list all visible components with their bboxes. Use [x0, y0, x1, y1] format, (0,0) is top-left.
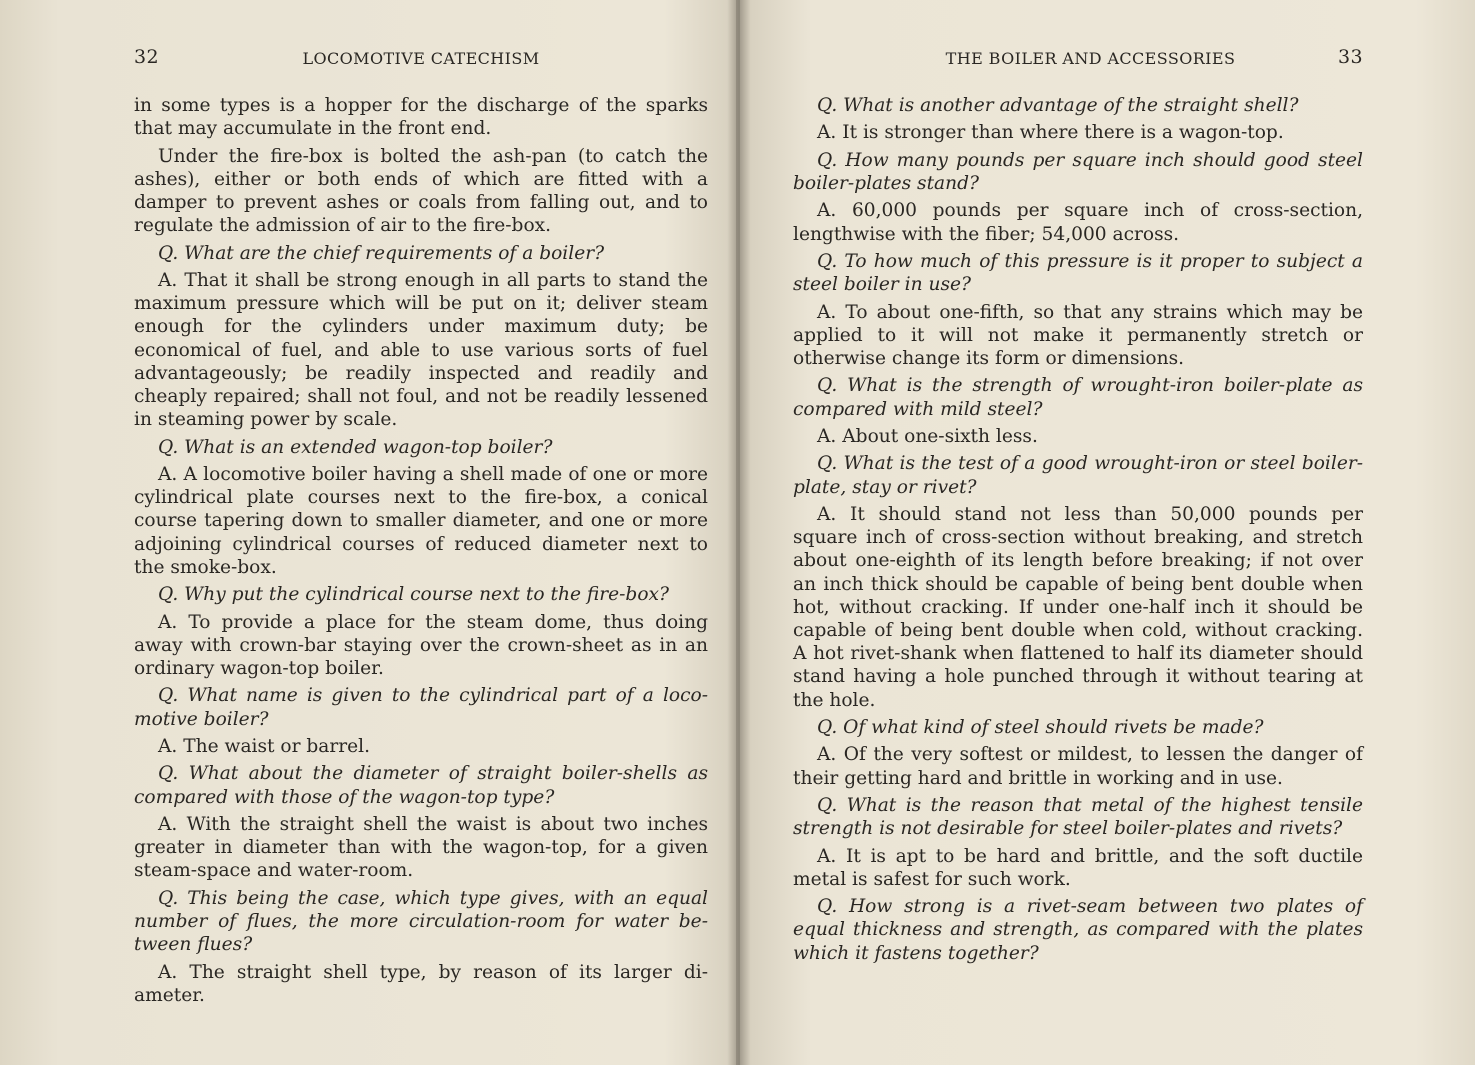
page-number: 32 — [134, 46, 159, 68]
paragraph: in some types is a hopper for the discharge of the sparks that may accumulate in the front end. — [134, 95, 708, 140]
paragraph: Q. How many pounds per square inch should good steel boiler-plates stand? — [793, 149, 1363, 194]
paragraph: A. 60,000 pounds per square inch of cross-section, lengthwise with the fiber; 54,000 across. — [793, 200, 1363, 245]
left-page — [0, 0, 737, 1065]
page-number: 33 — [1338, 46, 1363, 68]
paragraph: A. About one-sixth less. — [817, 425, 1038, 447]
paragraph: A. It is stronger than where there is a wagon-top. — [817, 122, 1284, 144]
paragraph: A. To about one-fifth, so that any strains which may be applied to it will not make it permanently stretch or otherwise change its form or dimensions. — [793, 301, 1363, 369]
paragraph: A. That it shall be strong enough in all parts to stand the maximum pressure which will be put on it; deliver steam enough for the cylinders under maximum duty; be economical of fuel, and able to use various sorts of fuel advantageously; be readily inspected and readily and cheaply repaired; shall not foul, and not be readily lessened in steaming power by scale. — [134, 269, 708, 431]
running-head: LOCOMOTIVE CATECHISM — [302, 49, 540, 68]
paragraph: A. The waist or barrel. — [158, 735, 371, 757]
paragraph: Q. What is the strength of wrought-iron boiler-plate as compared with mild steel? — [793, 375, 1363, 420]
paragraph: A. It should stand not less than 50,000 pounds per square inch of cross-section without breaking, and stretch about one-eighth of its length before breaking; if not over an inch thick should be capable of being bent double when hot, without cracking. If under one-half inch it should be capable of being bent double when cold, without cracking. A hot rivet-shank when flattened to half its diameter should stand having a hole punched through it without tearing at the hole. — [793, 503, 1363, 711]
paragraph: Q. What is the reason that metal of the highest tensile strength is not desirable for steel boiler-plates and rivets? — [793, 794, 1363, 840]
left-page-body — [134, 94, 708, 1011]
paragraph: Q. What name is given to the cylindrical part of a locomotive boiler? — [134, 685, 708, 730]
paragraph: A. The straight shell type, by reason of its larger diameter. — [134, 961, 708, 1006]
paragraph: Q. What is an extended wagon-top boiler? — [158, 436, 553, 458]
paragraph: Q. This being the case, which type gives, with an equal number of flues, the more circulation-room for water between flues? — [134, 887, 708, 956]
paragraph: Q. To how much of this pressure is it proper to subject a steel boiler in use? — [793, 250, 1363, 296]
paragraph: A. A locomotive boiler having a shell made of one or more cylindrical plate courses next to the fire-box, a conical course tapering down to smaller diameter, and one or more adjoining cylindrical courses of reduced diameter next to the smoke-box. — [134, 463, 708, 578]
right-page-header — [818, 46, 1363, 70]
left-page-header — [134, 46, 708, 70]
right-page — [740, 0, 1475, 1065]
paragraph: A. With the straight shell the waist is about two inches greater in diameter than with the wagon-top, for a given steam-space and water-room. — [134, 813, 708, 882]
paragraph: Q. What is another advantage of the straight shell? — [817, 95, 1299, 116]
paragraph: A. It is apt to be hard and brittle, and the soft ductile metal is safest for such work. — [793, 845, 1363, 890]
paragraph: Q. Of what kind of steel should rivets be made? — [817, 716, 1264, 738]
paragraph: Q. What is the test of a good wrought-iron or steel boiler-plate, stay or rivet? — [793, 453, 1363, 498]
paragraph: Q. What about the diameter of straight boiler-shells as compared with those of the wagon-top type? — [134, 763, 708, 808]
right-page-body — [793, 94, 1363, 969]
paragraph: Q. What are the chief requirements of a boiler? — [158, 242, 605, 264]
paragraph: Q. Why put the cylindrical course next to the fire-box? — [158, 584, 669, 606]
paragraph: A. To provide a place for the steam dome, thus doing away with crown-bar staying over the crown-sheet as in an ordinary wagon-top boiler. — [134, 611, 708, 679]
paragraph: A. Of the very softest or mildest, to lessen the danger of their getting hard and brittle in working and in use. — [793, 744, 1363, 789]
paragraph: Under the fire-box is bolted the ash-pan (to catch the ashes), either or both ends of which are fitted with a damper to prevent ashes or coals from falling out, and to regulate the admission of air to the fire-box. — [134, 145, 708, 237]
running-head: THE BOILER AND ACCESSORIES — [945, 49, 1236, 68]
paragraph: Q. How strong is a rivet-seam between two plates of equal thickness and strength, as compared with the plates which it fastens together? — [793, 896, 1363, 964]
